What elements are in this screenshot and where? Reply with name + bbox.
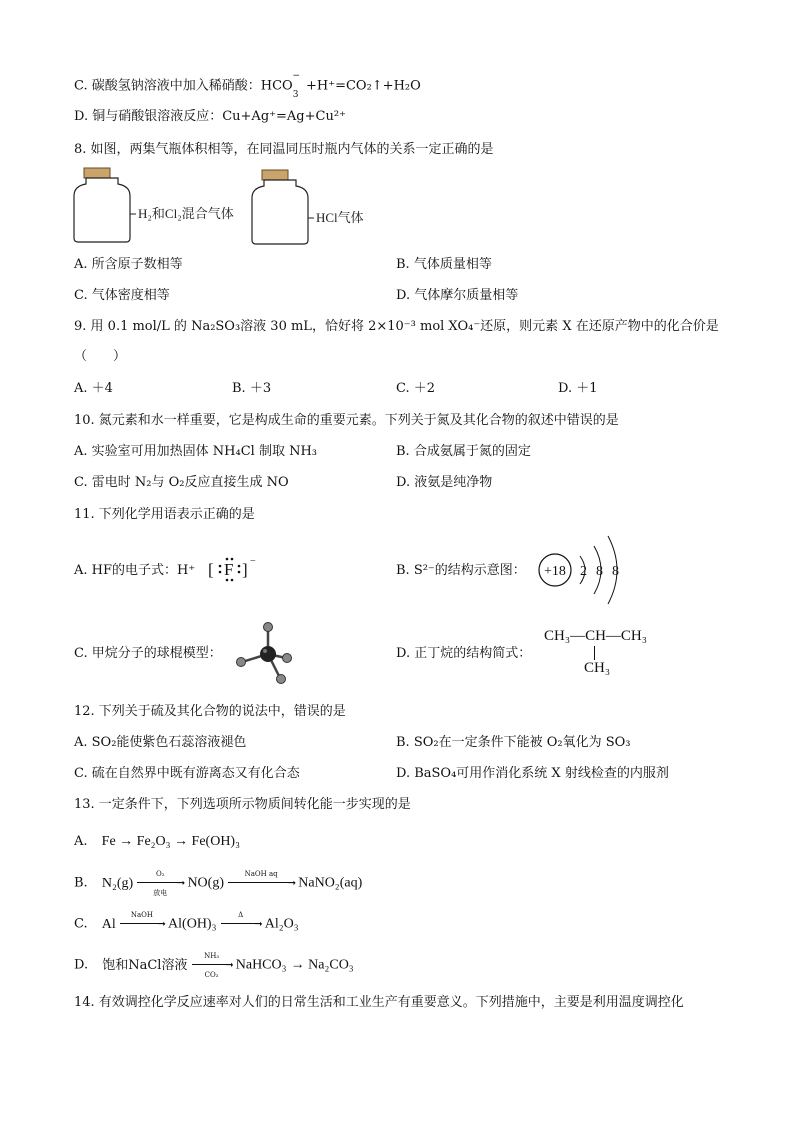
svg-text:−: − <box>250 556 256 567</box>
q13-option-c: C. Al NaOH ➝ Al(OH)₃ Δ ➝ Al₂O₃ <box>74 911 299 932</box>
q9-option-d: D. ＋1 <box>558 381 598 396</box>
q9-option-c: C. ＋2 <box>396 381 436 396</box>
q9-option-a: A. ＋4 <box>74 381 113 396</box>
q7-option-d: D. 铜与硝酸银溶液反应：Cu+Ag⁺=Ag+Cu²⁺ <box>74 109 346 124</box>
c-arrow-1: NaOH ➝ <box>120 916 164 932</box>
q8-option-b: B. 气体质量相等 <box>396 257 492 272</box>
q10-stem: 10. 氮元素和水一样重要，它是构成生命的重要元素。下列关于氮及其化合物的叙述中错误的是 <box>74 413 619 428</box>
bottle-2-label: HCl气体 <box>316 210 364 225</box>
q8-stem: 8. 如图，两集气瓶体积相等，在同温同压时瓶内气体的关系一定正确的是 <box>74 142 494 157</box>
bottle-1-label: H₂和Cl₂混合气体 <box>138 206 234 221</box>
svg-text:]: ] <box>242 560 248 579</box>
q10-option-c: C. 雷电时 N₂与 O₂反应直接生成 NO <box>74 475 289 490</box>
q11-stem: 11. 下列化学用语表示正确的是 <box>74 507 255 522</box>
q10-option-b: B. 合成氨属于氮的固定 <box>396 444 531 459</box>
svg-text:2: 2 <box>580 564 587 579</box>
q13-option-d: D. 饱和NaCl溶液 NH₃ ➝ CO₂ NaHCO₃ → Na₂CO₃ <box>74 952 354 979</box>
q12-option-c: C. 硫在自然界中既有游离态又有化合态 <box>74 766 300 781</box>
svg-text:F: F <box>224 560 234 579</box>
b-arrow-2: NaOH aq ➝ <box>228 875 294 891</box>
q13-option-a: A. Fe → Fe₂O₃ → Fe(OH)₃ <box>74 834 240 849</box>
q8-option-c: C. 气体密度相等 <box>74 288 170 303</box>
q10-option-a: A. 实验室可用加热固体 NH₄Cl 制取 NH₃ <box>74 444 318 459</box>
q12-option-d: D. BaSO₄可用作消化系统 X 射线检查的内服剂 <box>396 766 669 781</box>
q13-option-b: B. N₂(g) O₂ ➝ 放电 NO(g) NaOH aq ➝ NaNO₂(aq) <box>74 870 363 897</box>
sulfide-structure-diagram <box>536 534 636 606</box>
svg-text:+18: +18 <box>544 564 566 579</box>
q11-option-d: D. 正丁烷的结构简式： <box>396 646 532 661</box>
q8-option-d: D. 气体摩尔质量相等 <box>396 288 519 303</box>
q9-stem: 9. 用 0.1 mol/L 的 Na₂SO₃溶液 30 mL，恰好将 2×10⁻³ mol XO₄⁻还原，则元素 X 在还原产物中的化合价是 <box>74 319 719 334</box>
q12-stem: 12. 下列关于硫及其化合物的说法中，错误的是 <box>74 704 346 719</box>
q11-option-a: A. HF的电子式：H⁺ <box>74 563 196 578</box>
butane-formula-top: CH₃—CH—CH₃ <box>544 628 647 644</box>
svg-text:[: [ <box>208 560 214 579</box>
q12-option-b: B. SO₂在一定条件下能被 O₂氧化为 SO₃ <box>396 735 631 750</box>
butane-bond-vertical <box>594 646 595 660</box>
hf-electron-formula <box>208 552 264 586</box>
q11-option-b: B. S²⁻的结构示意图： <box>396 563 526 578</box>
q11-option-c: C. 甲烷分子的球棍模型： <box>74 646 222 661</box>
bottle-2-icon <box>252 170 314 244</box>
q9-option-b: B. ＋3 <box>232 381 272 396</box>
q13-stem: 13. 一定条件下，下列选项所示物质间转化能一步实现的是 <box>74 797 411 812</box>
methane-ball-stick-model <box>228 618 298 688</box>
c-arrow-2: Δ ➝ <box>221 916 261 932</box>
q8-option-a: A. 所含原子数相等 <box>74 257 183 272</box>
b-arrow-1: O₂ ➝ 放电 <box>137 875 183 891</box>
q7-option-c: C. 碳酸氢钠溶液中加入稀硝酸：$HCO_3^-+H^+=CO_2↑+H_2O$ <box>74 71 421 100</box>
bottle-1-icon <box>74 168 136 242</box>
svg-text:8: 8 <box>596 564 603 579</box>
d-arrow-1: NH₃ ➝ CO₂ <box>192 957 232 973</box>
butane-formula-bottom: CH₃ <box>584 660 611 676</box>
q10-option-d: D. 液氨是纯净物 <box>396 475 493 490</box>
q12-option-a: A. SO₂能使紫色石蕊溶液褪色 <box>74 735 247 750</box>
q9-paren: （ ） <box>74 349 127 364</box>
svg-text:8: 8 <box>612 564 619 579</box>
gas-bottles-figure <box>70 164 400 250</box>
q14-stem: 14. 有效调控化学反应速率对人们的日常生活和工业生产有重要意义。下列措施中，主要是利用温度调控化 <box>74 995 684 1010</box>
